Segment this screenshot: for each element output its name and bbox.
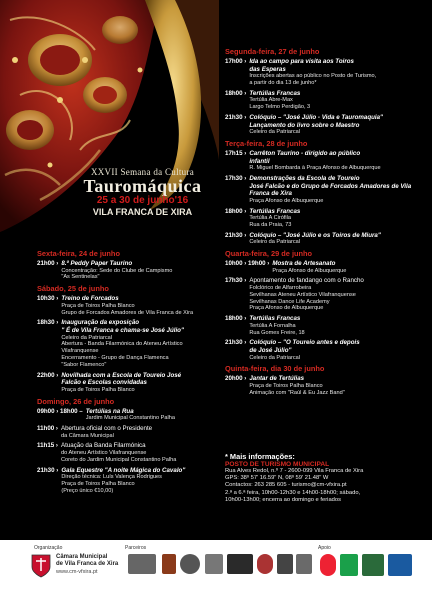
event-detail: Inscrições abertas ao público no Posto de Turismo, (249, 73, 377, 80)
partner-logo-8-icon (296, 554, 312, 574)
info-line: GPS: 38º 57' 16.59" N, 08º 59' 21.48" W (225, 475, 329, 482)
info-line: Contactos: 263 285 605 - turismo@cm-vfxira.pt (225, 482, 347, 489)
event-detail: Encerramento - Grupo de Dança Flamenca (61, 354, 169, 361)
event-time: 17h30 › (225, 174, 247, 182)
event-time: 09h00 › 18h00 – (37, 407, 83, 415)
event-detail: Jardim Municipal Constantino Palha (85, 415, 175, 422)
right-schedule (225, 44, 429, 400)
event-item (225, 260, 429, 274)
day-heading: Segunda-feira, 27 de junho (225, 47, 320, 56)
event-title-continued: infantil (249, 157, 270, 165)
event-time: 21h30 › (225, 113, 247, 121)
partner-logo-7-icon (277, 554, 293, 574)
event-time: 18h30 › (37, 319, 59, 327)
event-title: Mostra de Artesanato (272, 260, 336, 268)
partner-logo-5-icon (227, 554, 253, 574)
event-detail: Concentração: Sede do Clube de Campismo (61, 267, 173, 274)
event-time: 18h00 › (225, 89, 247, 97)
event-time: 21h30 › (225, 339, 247, 347)
event-detail: Praça de Toiros Palha Blanco (61, 386, 135, 393)
municipal-crest-icon (30, 553, 52, 579)
event-title: Carrêton Taurino - dirigido ao público (249, 149, 361, 157)
event-detail: Rua da Praia, 73 (249, 221, 292, 228)
event-title: Tertúlias na Rua (85, 407, 134, 415)
event-detail: "As Sentinelas" (61, 274, 100, 281)
event-time: 11h15 › (37, 442, 58, 450)
day-heading: Quinta-feira, dia 30 de junho (225, 364, 325, 374)
event-title: Jantar de Tertúlias (249, 375, 305, 383)
event-detail: Coreto do Jardim Municipal Constantino Palha (60, 456, 177, 463)
event-item (225, 175, 429, 205)
event-detail: Celeiro da Patriarcal (61, 334, 113, 341)
event-title: Colóquio – "José Júlio e os Toiros de Miura" (249, 231, 381, 239)
event-detail: Praça Afonso de Albuquerque (249, 197, 324, 204)
event-detail: Tertúlia A Cirófila (249, 215, 291, 222)
event-detail: Celeiro da Patriarcal (249, 354, 301, 361)
event-detail: Tertúlia A Fornalha (249, 322, 296, 329)
event-title: Atuação da Banda Filarmónica (60, 442, 146, 450)
event-detail: R. Miguel Bombarda à Praça Afonso de Albuquerque (249, 165, 381, 172)
event-time: 10h30 › (37, 295, 59, 303)
event-time: 21h30 › (37, 466, 59, 474)
day-heading: Quarta-feira, 29 de junho (225, 249, 313, 259)
day-heading: Sexta-feira, 24 de junho (37, 249, 120, 258)
event-title: Ida ao campo para visita aos Toiros (249, 58, 354, 65)
event-time: 17h30 › (225, 277, 247, 285)
event-detail: Praça de Toiros Palha Blanco (61, 302, 135, 309)
event-detail: Vilafranquense (61, 348, 99, 355)
event-item (225, 232, 429, 246)
event-title: Novilhada com a Escola de Toureio José (61, 371, 182, 379)
partner-logo-4-icon (205, 554, 223, 574)
footer-sponsors (0, 540, 432, 599)
partners-label: Parceiros (125, 545, 147, 551)
day-heading: Terça-feira, 28 de junho (225, 138, 308, 148)
hero-artwork (0, 0, 219, 245)
event-detail: Praça de Toiros Palha Blanco (249, 383, 323, 390)
event-detail: Celeiro da Patriarcal (249, 239, 301, 246)
event-title-continued: José Falcão e do Grupo de Forcados Amadores de Vila Franca de Xira (249, 182, 412, 198)
event-time: 21h30 › (225, 231, 247, 239)
info-line: 10h00-13h00; encerra ao domingo e feriados (225, 496, 342, 503)
event-title: Inauguração da exposição (61, 319, 140, 327)
event-detail: Direção técnica: Luís Valença Rodrigues (61, 474, 162, 481)
event-title: Colóquio – "José Júlio - Vida e Tauromaquia" (249, 113, 383, 121)
partner-logo-6-icon (257, 554, 273, 574)
event-item (37, 442, 215, 463)
event-title-continued: " É de Vila Franca e chama-se José Júlio" (61, 326, 184, 334)
event-detail: Abertura - Banda Filarmónica do Ateneu Artístico (61, 341, 183, 348)
event-item (37, 408, 215, 422)
event-item (225, 58, 429, 87)
event-item (37, 372, 215, 394)
event-detail: "Sabor Flamenco" (61, 361, 107, 368)
event-item (225, 277, 429, 312)
event-detail: Sevilhanas Dance Life Academy (249, 298, 330, 305)
event-title-continued: das Esperas (249, 65, 286, 73)
event-time: 18h00 › (225, 207, 247, 215)
event-detail: Animação com "Raúl & Eu Jazz Band" (249, 389, 345, 396)
date-range: 25 a 30 de junho'16 (96, 195, 189, 206)
support-logo-2-icon (340, 554, 358, 576)
event-detail: Rua Gomes Freire, 18 (249, 329, 305, 336)
partner-logo-2-icon (162, 554, 176, 574)
event-item (225, 208, 429, 229)
event-time: 20h00 › (225, 375, 247, 383)
event-title: Colóquio – "O Toureio antes e depois (249, 339, 360, 347)
event-detail: Praça de Toiros Palha Blanco (61, 480, 135, 487)
event-title: Treino de Forcados (61, 295, 119, 303)
support-logo-3-icon (362, 554, 384, 576)
event-detail: Praça Afonso de Albuquerque (272, 267, 347, 274)
event-time: 11h00 › (37, 424, 58, 432)
left-column (0, 0, 219, 540)
event-time: 22h00 › (37, 371, 59, 379)
event-title: 8.º Peddy Paper Taurino (61, 260, 133, 267)
event-item (225, 90, 429, 111)
place-name: VILA FRANCA DE XIRA (92, 207, 193, 217)
organization-label: Organização (34, 545, 63, 551)
event-title: Tertúlias Francas (249, 315, 301, 323)
event-item (37, 467, 215, 495)
event-title-continued: Lançamento do livro sobre o Maestro (249, 121, 360, 129)
event-detail: Celeiro da Patriarcal (249, 129, 301, 136)
event-time: 17h15 › (225, 149, 247, 157)
event-detail: Largo Telmo Perdigão, 3 (249, 104, 311, 111)
org-name-line2: de Vila Franca de Xira (56, 561, 119, 567)
event-detail: Grupo de Forcados Amadores de Vila Franca de Xira (61, 309, 194, 316)
event-title-continued: de José Júlio" (249, 347, 292, 355)
support-logo-1-icon (320, 554, 336, 576)
left-schedule (37, 246, 215, 497)
event-item (225, 339, 429, 361)
event-item (37, 425, 215, 439)
event-time: 10h00 › 19h00 › (225, 260, 270, 268)
info-heading: * Mais informações: (225, 452, 295, 461)
event-time: 18h00 › (225, 315, 247, 323)
event-item (37, 319, 215, 368)
event-detail: Folclórico de Alfarrobeira (249, 285, 312, 292)
right-column (219, 0, 432, 540)
event-title: Abertura oficial com o Presidente (60, 424, 153, 432)
event-detail: Praça Afonso de Albuquerque (249, 305, 324, 312)
event-title: Demonstrações da Escola de Toureio (249, 174, 360, 182)
event-title: Tertúlias Francas (249, 207, 301, 215)
event-item (225, 114, 429, 136)
event-detail: Sevilhanas Ateneu Artístico Vilafranquense (249, 291, 356, 298)
poster-title-block (70, 167, 215, 218)
event-title: Tertúlias Francas (249, 89, 301, 97)
event-item (37, 295, 215, 316)
info-block (225, 452, 430, 504)
event-title: Apontamento de fandango com o Rancho (249, 277, 364, 285)
partner-logo-3-icon (180, 554, 200, 574)
event-detail: do Ateneu Artístico Vilafranquense (60, 449, 147, 456)
event-item (225, 150, 429, 172)
org-name-line1: Câmara Municipal (56, 554, 108, 560)
support-label: Apoio (318, 545, 331, 551)
event-title-continued: Falcão e Escolas convidadas (61, 379, 147, 387)
event-detail: da Câmara Municipal (60, 432, 114, 439)
event-title: Gala Equestre "A noite Mágica do Cavalo" (61, 466, 186, 474)
support-logo-4-icon (388, 554, 412, 576)
edition-title: XXVII Semana da Cultura (90, 167, 195, 177)
event-item (37, 260, 215, 281)
event-time: 17h00 › (225, 58, 247, 65)
event-detail: Tertúlia Abre-Max (249, 97, 293, 104)
event-time: 21h00 › (37, 260, 59, 267)
partner-logo-1-icon (128, 554, 156, 574)
day-heading: Domingo, 26 de junho (37, 396, 115, 406)
event-item (225, 315, 429, 336)
org-url: www.cm-vfxira.pt (56, 569, 98, 575)
event-detail: a partir do dia 13 de junho* (249, 79, 317, 86)
info-line: Rua Alves Redol, n.º 7 - 2600-099 Vila Franca de Xira (225, 468, 364, 474)
main-title: Tauromáquica (83, 176, 202, 196)
event-detail: (Preço único €10,00) (61, 487, 114, 494)
day-heading: Sábado, 25 de junho (37, 284, 109, 294)
event-item (225, 375, 429, 396)
info-line: 2.ª a 6.ª feira, 10h00-12h30 e 14h00-18h00; sábado, (225, 489, 361, 496)
tourism-office-name: POSTO DE TURISMO MUNICIPAL (225, 461, 330, 468)
